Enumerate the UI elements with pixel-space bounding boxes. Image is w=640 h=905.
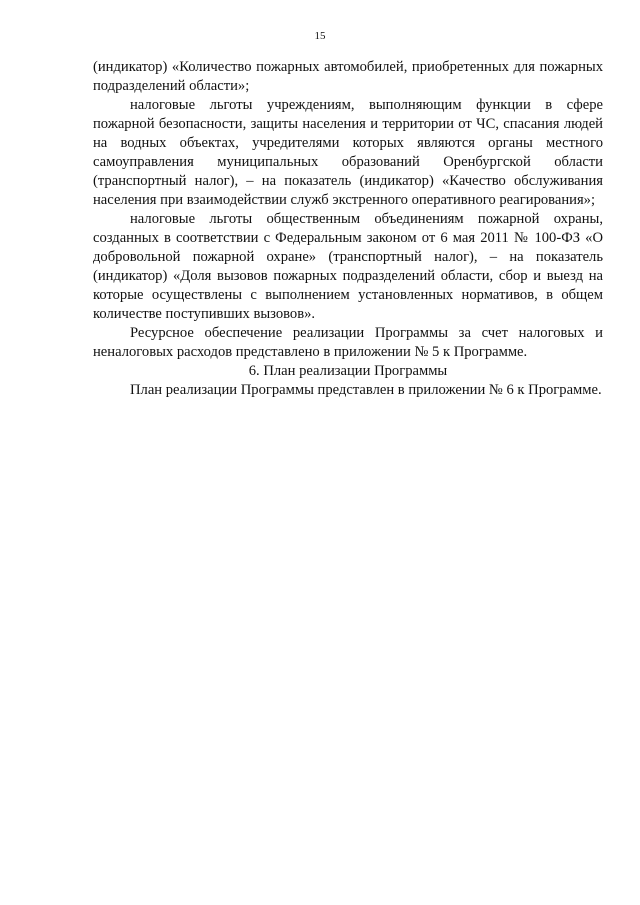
paragraph-resource-support: Ресурсное обеспечение реализации Программы за счет налоговых и неналоговых расходов представлено в приложении № 5 к Программе. xyxy=(93,325,603,360)
document-body xyxy=(93,58,603,400)
paragraph-implementation-plan: План реализации Программы представлен в приложении № 6 к Программе. xyxy=(130,382,602,398)
section-heading: 6. План реализации Программы xyxy=(248,363,448,379)
paragraph-continuation: (индикатор) «Количество пожарных автомобилей, приобретенных для пожарных подразделений области»; xyxy=(93,59,603,94)
paragraph-tax-benefits-institutions: налоговые льготы учреждениям, выполняющим функции в сфере пожарной безопасности, защиты населения и территории от ЧС, спасания людей на водных объектах, учредителями которых являются органы местного самоуправления муниципальных образований Оренбургской области (транспортный налог), – на показатель (индикатор) «Качество обслуживания населения при взаимодействии служб экстренного оперативного реагирования»; xyxy=(93,97,603,208)
paragraph-tax-benefits-associations: налоговые льготы общественным объединениям пожарной охраны, созданных в соответствии с Федеральным законом от 6 мая 2011 № 100-ФЗ «О добровольной пожарной охране» (транспортный налог), – на показатель (индикатор) «Доля вызовов пожарных подразделений области, сбор и выезд на которые осуществлены с выполнением установленных нормативов, в общем количестве поступивших вызовов». xyxy=(93,211,603,322)
page-number: 15 xyxy=(314,30,326,42)
